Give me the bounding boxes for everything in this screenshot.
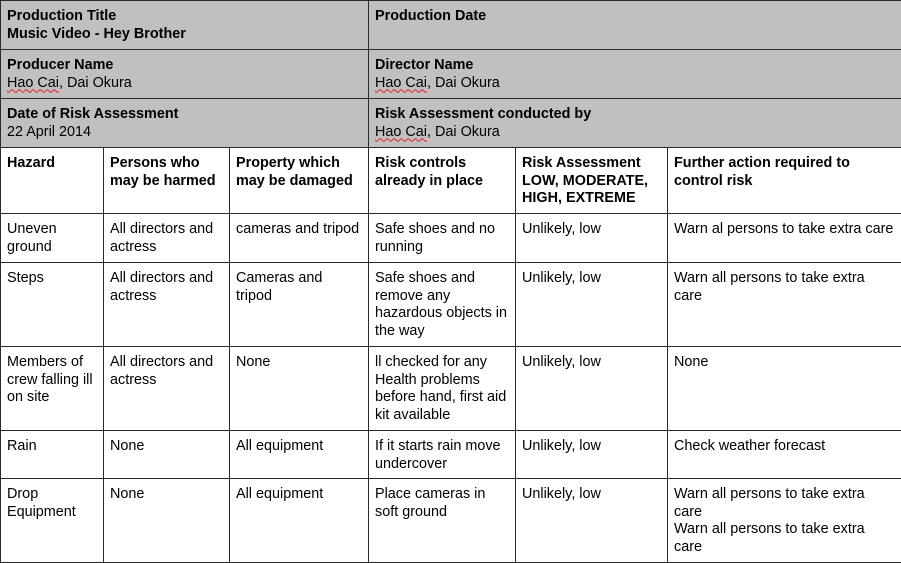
action-line: Check weather forecast xyxy=(674,438,895,456)
cell-persons: None xyxy=(104,431,230,479)
producer-label: Producer Name xyxy=(7,57,362,75)
table-row xyxy=(1,263,901,347)
cell-property: All equipment xyxy=(230,479,369,563)
cell-controls: ll checked for any Health problems before hand, first aid kit available xyxy=(369,347,516,431)
cell-risk: Unlikely, low xyxy=(516,347,668,431)
cell-controls: Safe shoes and no running xyxy=(369,214,516,263)
action-line: None xyxy=(674,354,895,372)
cell-property: None xyxy=(230,347,369,431)
cell-controls: Place cameras in soft ground xyxy=(369,479,516,563)
assessment-by-rest: , Dai Okura xyxy=(427,124,500,140)
production-title-cell xyxy=(1,1,369,50)
cell-risk: Unlikely, low xyxy=(516,479,668,563)
action-line: Warn al persons to take extra care xyxy=(674,221,895,239)
production-title-value: Music Video - Hey Brother xyxy=(7,26,362,44)
assessment-by-value xyxy=(375,124,895,142)
cell-persons: All directors and actress xyxy=(104,263,230,347)
cell-property: All equipment xyxy=(230,431,369,479)
col-header-controls: Risk controls already in place xyxy=(369,148,516,214)
cell-risk: Unlikely, low xyxy=(516,263,668,347)
production-date-cell xyxy=(369,1,901,50)
table-row xyxy=(1,479,901,563)
cell-risk: Unlikely, low xyxy=(516,214,668,263)
cell-hazard: Uneven ground xyxy=(1,214,104,263)
cell-hazard: Rain xyxy=(1,431,104,479)
cell-hazard: Steps xyxy=(1,263,104,347)
cell-controls: If it starts rain move undercover xyxy=(369,431,516,479)
director-name-first: Hao Cai xyxy=(375,75,427,91)
cell-property: Cameras and tripod xyxy=(230,263,369,347)
cell-action xyxy=(668,214,901,263)
assessment-date-value: 22 April 2014 xyxy=(7,124,362,142)
assessment-date-cell xyxy=(1,99,369,148)
production-title-label: Production Title xyxy=(7,8,362,26)
producer-name-first: Hao Cai xyxy=(7,75,59,91)
action-line-2: Warn all persons to take extra care xyxy=(674,521,895,556)
cell-persons: All directors and actress xyxy=(104,347,230,431)
cell-property: cameras and tripod xyxy=(230,214,369,263)
info-row-assessment xyxy=(1,99,901,148)
cell-controls: Safe shoes and remove any hazardous objects in the way xyxy=(369,263,516,347)
assessment-by-label: Risk Assessment conducted by xyxy=(375,106,895,124)
col-header-action: Further action required to control risk xyxy=(668,148,901,214)
action-line: Warn all persons to take extra care xyxy=(674,486,895,521)
table-row xyxy=(1,431,901,479)
cell-action xyxy=(668,479,901,563)
director-name-rest: , Dai Okura xyxy=(427,75,500,91)
director-label: Director Name xyxy=(375,57,895,75)
action-line: Warn all persons to take extra care xyxy=(674,270,895,305)
cell-action xyxy=(668,347,901,431)
col-header-property: Property which may be damaged xyxy=(230,148,369,214)
table-row xyxy=(1,214,901,263)
assessment-by-first: Hao Cai xyxy=(375,124,427,140)
cell-persons: All directors and actress xyxy=(104,214,230,263)
cell-action xyxy=(668,263,901,347)
production-date-label: Production Date xyxy=(375,8,895,26)
col-header-risk: Risk Assessment LOW, MODERATE, HIGH, EXTREME xyxy=(516,148,668,214)
col-header-hazard: Hazard xyxy=(1,148,104,214)
info-row-production xyxy=(1,1,901,50)
col-header-persons: Persons who may be harmed xyxy=(104,148,230,214)
producer-value xyxy=(7,75,362,93)
cell-hazard: Drop Equipment xyxy=(1,479,104,563)
cell-action xyxy=(668,431,901,479)
director-cell xyxy=(369,50,901,99)
assessment-by-cell xyxy=(369,99,901,148)
column-header-row xyxy=(1,148,901,214)
cell-risk: Unlikely, low xyxy=(516,431,668,479)
producer-cell xyxy=(1,50,369,99)
table-row xyxy=(1,347,901,431)
director-value xyxy=(375,75,895,93)
info-row-names xyxy=(1,50,901,99)
producer-name-rest: , Dai Okura xyxy=(59,75,132,91)
cell-hazard: Members of crew falling ill on site xyxy=(1,347,104,431)
cell-persons: None xyxy=(104,479,230,563)
assessment-date-label: Date of Risk Assessment xyxy=(7,106,362,124)
